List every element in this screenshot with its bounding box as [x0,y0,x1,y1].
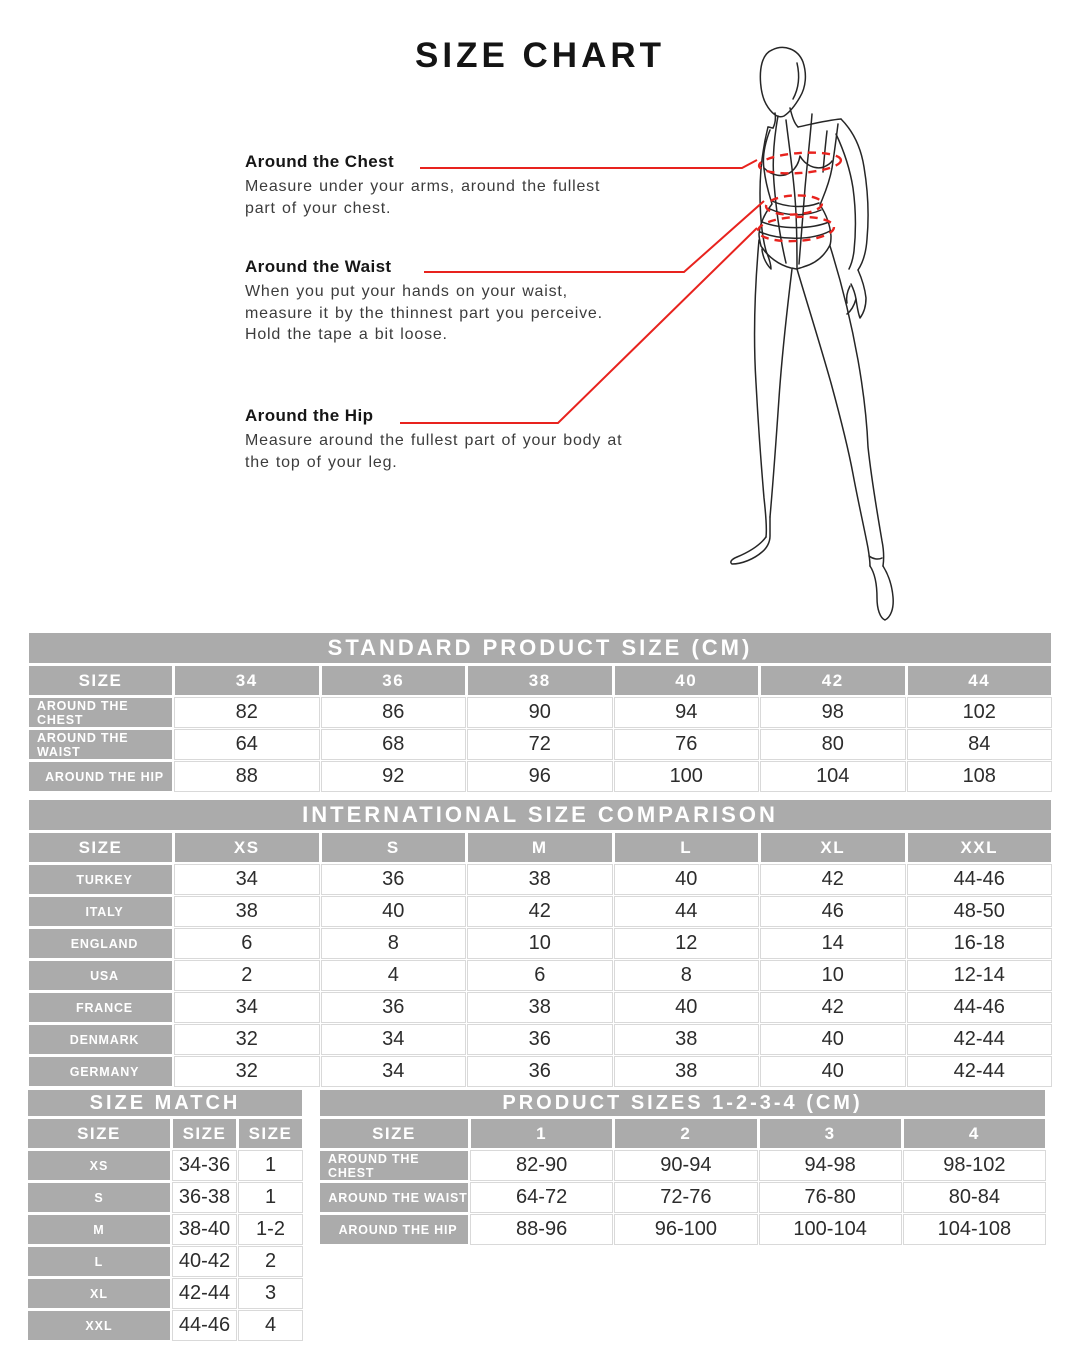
column-header-cell: 44 [908,666,1052,695]
size-value-cell: 38 [468,993,612,1022]
size-value-cell: 42 [761,865,905,894]
size-value-cell: 40 [615,865,759,894]
column-header-cell: 2 [615,1119,756,1148]
size-value-cell: 36-38 [173,1183,236,1212]
row-label-cell: M [28,1215,170,1244]
size-value-cell: 98 [761,698,905,727]
size-value-cell: 42-44 [908,1025,1052,1054]
row-label-cell: XS [28,1151,170,1180]
column-header-cell: 4 [904,1119,1045,1148]
column-header-cell: M [468,833,612,862]
size-value-cell: 38-40 [173,1215,236,1244]
row-label-cell: AROUND THE CHEST [29,698,172,727]
column-header-cell: S [322,833,466,862]
size-value-cell: 38 [468,865,612,894]
row-label-cell: FRANCE [29,993,172,1022]
size-value-cell: 1 [239,1183,302,1212]
row-label-cell: GERMANY [29,1057,172,1086]
size-value-cell: 44-46 [173,1311,236,1340]
row-label-cell: AROUND THE HIP [320,1215,468,1244]
size-value-cell: 8 [615,961,759,990]
corner-header-cell: SIZE [29,833,172,862]
size-value-cell: 40 [761,1025,905,1054]
size-value-cell: 90-94 [615,1151,756,1180]
size-value-cell: 40-42 [173,1247,236,1276]
size-match-table [28,1090,302,1340]
size-value-cell: 3 [239,1279,302,1308]
size-value-cell: 100-104 [760,1215,901,1244]
size-value-cell: 36 [468,1057,612,1086]
size-value-cell: 12-14 [908,961,1052,990]
size-value-cell: 32 [175,1057,319,1086]
size-value-cell: 36 [322,993,466,1022]
size-value-cell: 14 [761,929,905,958]
size-value-cell: 42-44 [908,1057,1052,1086]
size-value-cell: 40 [322,897,466,926]
size-value-cell: 38 [615,1057,759,1086]
size-value-cell: 64-72 [471,1183,612,1212]
size-value-cell: 6 [175,929,319,958]
hip-measure-note [245,406,630,473]
page-title: SIZE CHART [415,36,665,75]
row-label-cell: S [28,1183,170,1212]
size-value-cell: 36 [468,1025,612,1054]
size-value-cell: 108 [908,762,1052,791]
size-value-cell: 1 [239,1151,302,1180]
waist-measure-description: When you put your hands on your waist, measure it by the thinnest part you perceive. Hold the tape a bit loose. [245,283,603,343]
size-value-cell: 96-100 [615,1215,756,1244]
row-label-cell: AROUND THE WAIST [320,1183,468,1212]
size-value-cell: 104 [761,762,905,791]
standard-product-size-table [29,633,1051,791]
size-value-cell: 38 [615,1025,759,1054]
size-value-cell: 34 [322,1025,466,1054]
size-value-cell: 92 [322,762,466,791]
size-value-cell: 76 [615,730,759,759]
international-size-table [29,800,1051,1086]
column-header-cell: SIZE [239,1119,302,1148]
size-value-cell: 12 [615,929,759,958]
table-grid [320,1119,1045,1244]
size-value-cell: 64 [175,730,319,759]
table-title-bar: PRODUCT SIZES 1-2-3-4 (CM) [320,1090,1045,1116]
column-header-cell: 40 [615,666,759,695]
table-title-bar: STANDARD PRODUCT SIZE (CM) [29,633,1051,663]
size-value-cell: 34 [175,993,319,1022]
row-label-cell: AROUND THE CHEST [320,1151,468,1180]
size-value-cell: 86 [322,698,466,727]
size-value-cell: 44 [615,897,759,926]
size-value-cell: 104-108 [904,1215,1045,1244]
size-value-cell: 40 [615,993,759,1022]
hip-measure-heading: Around the Hip [245,406,374,425]
column-header-cell: 42 [761,666,905,695]
table-grid [28,1119,302,1340]
hip-measure-description: Measure around the fullest part of your body at the top of your leg. [245,432,623,471]
size-value-cell: 44-46 [908,865,1052,894]
size-value-cell: 48-50 [908,897,1052,926]
size-value-cell: 4 [239,1311,302,1340]
corner-header-cell: SIZE [29,666,172,695]
corner-header-cell: SIZE [320,1119,468,1148]
column-header-cell: 38 [468,666,612,695]
row-label-cell: AROUND THE WAIST [29,730,172,759]
chest-measure-heading: Around the Chest [245,152,395,171]
table-grid [29,833,1051,1086]
size-value-cell: 2 [175,961,319,990]
column-header-cell: L [615,833,759,862]
size-value-cell: 6 [468,961,612,990]
size-value-cell: 4 [322,961,466,990]
size-value-cell: 90 [468,698,612,727]
size-value-cell: 82-90 [471,1151,612,1180]
row-label-cell: XXL [28,1311,170,1340]
column-header-cell: XL [761,833,905,862]
size-value-cell: 94 [615,698,759,727]
row-label-cell: ENGLAND [29,929,172,958]
size-value-cell: 36 [322,865,466,894]
size-value-cell: 80 [761,730,905,759]
column-header-cell: 34 [175,666,319,695]
size-value-cell: 44-46 [908,993,1052,1022]
column-header-cell: 1 [471,1119,612,1148]
size-value-cell: 40 [761,1057,905,1086]
size-value-cell: 88 [175,762,319,791]
size-value-cell: 34-36 [173,1151,236,1180]
size-value-cell: 1-2 [239,1215,302,1244]
size-value-cell: 8 [322,929,466,958]
table-grid [29,666,1051,791]
column-header-cell: SIZE [173,1119,236,1148]
size-value-cell: 32 [175,1025,319,1054]
column-header-cell: 36 [322,666,466,695]
row-label-cell: DENMARK [29,1025,172,1054]
size-value-cell: 88-96 [471,1215,612,1244]
chest-marker-ellipse [758,150,841,176]
corner-header-cell: SIZE [28,1119,170,1148]
size-value-cell: 82 [175,698,319,727]
size-value-cell: 96 [468,762,612,791]
size-value-cell: 98-102 [904,1151,1045,1180]
row-label-cell: ITALY [29,897,172,926]
row-label-cell: L [28,1247,170,1276]
size-value-cell: 68 [322,730,466,759]
size-value-cell: 102 [908,698,1052,727]
size-value-cell: 42 [761,993,905,1022]
size-value-cell: 80-84 [904,1183,1045,1212]
size-value-cell: 10 [761,961,905,990]
chest-measure-description: Measure under your arms, around the fullest part of your chest. [245,178,601,217]
size-value-cell: 94-98 [760,1151,901,1180]
table-title-bar: SIZE MATCH [28,1090,302,1116]
table-title-bar: INTERNATIONAL SIZE COMPARISON [29,800,1051,830]
row-label-cell: AROUND THE HIP [29,762,172,791]
size-value-cell: 100 [615,762,759,791]
size-value-cell: 10 [468,929,612,958]
size-value-cell: 2 [239,1247,302,1276]
chest-measure-note [245,152,630,219]
croquis-body-outline [731,47,893,620]
column-header-cell: XXL [908,833,1052,862]
size-value-cell: 72-76 [615,1183,756,1212]
size-value-cell: 46 [761,897,905,926]
waist-measure-note [245,257,630,346]
size-value-cell: 84 [908,730,1052,759]
waist-measure-heading: Around the Waist [245,257,392,276]
row-label-cell: USA [29,961,172,990]
size-value-cell: 34 [322,1057,466,1086]
size-value-cell: 38 [175,897,319,926]
size-value-cell: 42-44 [173,1279,236,1308]
size-value-cell: 16-18 [908,929,1052,958]
column-header-cell: 3 [760,1119,901,1148]
row-label-cell: XL [28,1279,170,1308]
column-header-cell: XS [175,833,319,862]
size-value-cell: 76-80 [760,1183,901,1212]
size-value-cell: 72 [468,730,612,759]
row-label-cell: TURKEY [29,865,172,894]
size-value-cell: 42 [468,897,612,926]
size-value-cell: 34 [175,865,319,894]
product-sizes-table [320,1090,1045,1244]
